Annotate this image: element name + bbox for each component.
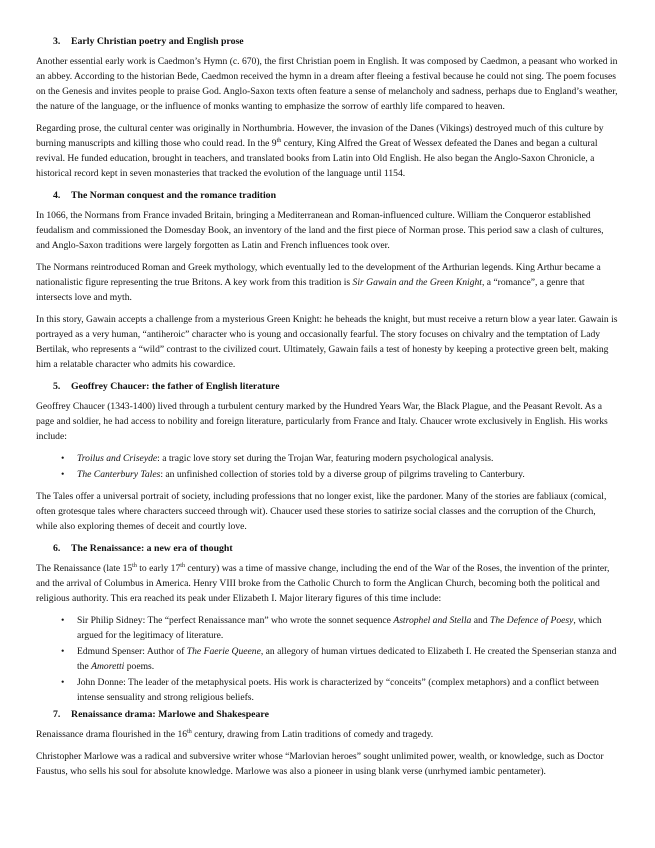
paragraph-caedmon: Another essential early work is Caedmon’s Hymn (c. 670), the first Christian poem in English. It was composed by Caedmon, a peasant who worked in an abbey. According to the historian Bede, Caedmon received the hymn in a dream after fleeing a festival because he could not sing. The poem focuses on the Genesis and invites people to praise God. Anglo-Saxon texts often feature a sense of melancholy and sadness, perhaps due to England’s weather, the nature of the language, or the influence of monks wanting to emphasize the sorrow of earthly life compared to heaven. <box>36 56 618 112</box>
paragraph-prose <box>36 121 619 181</box>
text-fragment: , which argued for the legitimacy of literature. <box>77 615 602 641</box>
list-item <box>70 467 619 482</box>
section-title: Early Christian poetry and English prose <box>71 36 244 47</box>
paragraph-drama <box>36 727 619 742</box>
superscript: th <box>132 562 137 569</box>
text-fragment: The Renaissance (late 15 <box>36 563 133 574</box>
renaissance-figures-list <box>36 613 619 705</box>
text-fragment: century, drawing from Latin traditions of comedy and tragedy. <box>191 729 434 740</box>
section-title: The Norman conquest and the romance tradition <box>71 190 277 201</box>
work-description: : an unfinished collection of stories told by a diverse group of pilgrims traveling to Canterbury. <box>160 469 525 480</box>
work-title: The Faerie Queene <box>186 646 261 657</box>
text-fragment: , an allegory of human virtues dedicated to Elizabeth I. He created the Spenserian stanza and the <box>77 646 617 672</box>
section-heading-chaucer <box>36 379 619 394</box>
section-number: 4. <box>53 190 61 201</box>
list-item <box>70 451 619 466</box>
work-title: Amoretti <box>91 661 125 672</box>
section-number: 6. <box>53 543 61 554</box>
section-heading-renaissance-drama <box>36 707 619 722</box>
chaucer-works-list <box>36 451 619 482</box>
text-fragment: Renaissance drama flourished in the 16 <box>36 729 188 740</box>
work-title: Astrophel and Stella <box>393 615 472 626</box>
section-title: The Renaissance: a new era of thought <box>71 543 233 554</box>
section-title: Geoffrey Chaucer: the father of English literature <box>71 381 280 392</box>
paragraph-gawain: In this story, Gawain accepts a challenge from a mysterious Green Knight: he beheads the knight, but must receive a return blow a year later. Gawain is portrayed as a very human, “antiheroic” character who is young and occasionally fearful. The story focuses on chivalry and the temptation of Lady Bertilak, who represents a “wild” contrast to the civilized court. Ultimately, Gawain fails a test of honesty by keeping a protective green belt, making him a relatable character who admits his cowardice. <box>36 314 618 370</box>
paragraph-normans: In 1066, the Normans from France invaded Britain, bringing a Mediterranean and Roman-influenced culture. William the Conqueror established feudalism and commissioned the Domesday Book, an inventory of the land and the first piece of Norman prose. This period saw a clash of cultures, and Anglo-Saxon traditions were largely forgotten as Latin and French influences took over. <box>36 210 604 251</box>
section-number: 5. <box>53 381 61 392</box>
paragraph-renaissance <box>36 561 619 606</box>
paragraph-marlowe: Christopher Marlowe was a radical and subversive writer whose “Marlovian heroes” sought unlimited power, wealth, or knowledge, such as Doctor Faustus, who sells his soul for absolute knowledge. Marlowe was also a pioneer in using blank verse (unrhymed iambic pentameter). <box>36 751 604 777</box>
work-title: Troilus and Criseyde <box>77 453 158 464</box>
work-title: The Defence of Poesy <box>489 615 574 626</box>
superscript: th <box>180 562 185 569</box>
text-fragment: century, King Alfred the Great of Wessex defeated the Danes and began a cultural revival. He funded education, brought in teachers, and translated books from Latin into Old English. He also began the Anglo-Saxon Chronicle, a historical record kept in seven monasteries that tracked the evolution of the language until 1154. <box>36 138 598 179</box>
list-item <box>70 613 619 643</box>
section-number: 3. <box>53 36 61 47</box>
text-fragment: poems. <box>124 661 155 672</box>
superscript: th <box>187 728 192 735</box>
paragraph-chaucer-bio: Geoffrey Chaucer (1343-1400) lived through a turbulent century marked by the Hundred Years War, the Black Plague, and the Peasant Revolt. As a page and soldier, he had access to nobility and foreign literature, particularly from France and Italy. Chaucer wrote exclusively in English. His works include: <box>36 401 608 442</box>
paragraph-arthurian <box>36 260 619 305</box>
text-fragment: and <box>471 615 490 626</box>
work-title: Sir Gawain and the Green Knight <box>352 277 482 288</box>
work-title: The Canterbury Tales <box>77 469 161 480</box>
work-description: : a tragic love story set during the Trojan War, featuring modern psychological analysis. <box>157 453 494 464</box>
text-fragment: The Normans reintroduced Roman and Greek mythology, which eventually led to the development of the Arthurian legends. King Arthur became a nationalistic figure representing the true Britons. A key work from this tradition is <box>36 262 601 288</box>
text-fragment: Sir Philip Sidney: The “perfect Renaissance man” who wrote the sonnet sequence <box>77 615 394 626</box>
text-fragment: , a “romance”, a genre that intersects love and myth. <box>36 277 585 303</box>
text-fragment: Edmund Spenser: Author of <box>77 646 187 657</box>
text-fragment: century) was a time of massive change, including the end of the War of the Roses, the invention of the printer, and the arrival of Columbus in America. Henry VIII broke from the Catholic Church to form the Anglican Church, becoming both the political and religious authority. This era reached its peak under Elizabeth I. Major literary figures of this time include: <box>36 563 610 604</box>
text-fragment: Regarding prose, the cultural center was originally in Northumbria. However, the invasion of the Danes (Vikings) destroyed much of this culture by burning manuscripts and killing those who could read. In the 9 <box>36 123 604 149</box>
list-item <box>70 675 619 705</box>
superscript: th <box>276 137 282 144</box>
section-heading-renaissance <box>36 541 619 556</box>
section-heading-early-christian-poetry <box>36 34 619 49</box>
text-fragment: John Donne: The leader of the metaphysical poets. His work is characterized by “conceits” (complex metaphors) and a conflict between intense sensuality and strong religious beliefs. <box>77 677 599 703</box>
text-fragment: to early 17 <box>136 563 181 574</box>
section-title: Renaissance drama: Marlowe and Shakespeare <box>71 709 269 720</box>
section-heading-norman-conquest <box>36 188 619 203</box>
list-item <box>70 644 619 674</box>
section-number: 7. <box>53 709 61 720</box>
paragraph-tales: The Tales offer a universal portrait of society, including professions that no longer exist, like the pardoner. Many of the stories are fabliaux (comical, often grotesque tales where characters succeed through wit). Chaucer used these stories to satirize social classes and the corruption of the Church, while also exploring themes of deceit and courtly love. <box>36 491 607 532</box>
